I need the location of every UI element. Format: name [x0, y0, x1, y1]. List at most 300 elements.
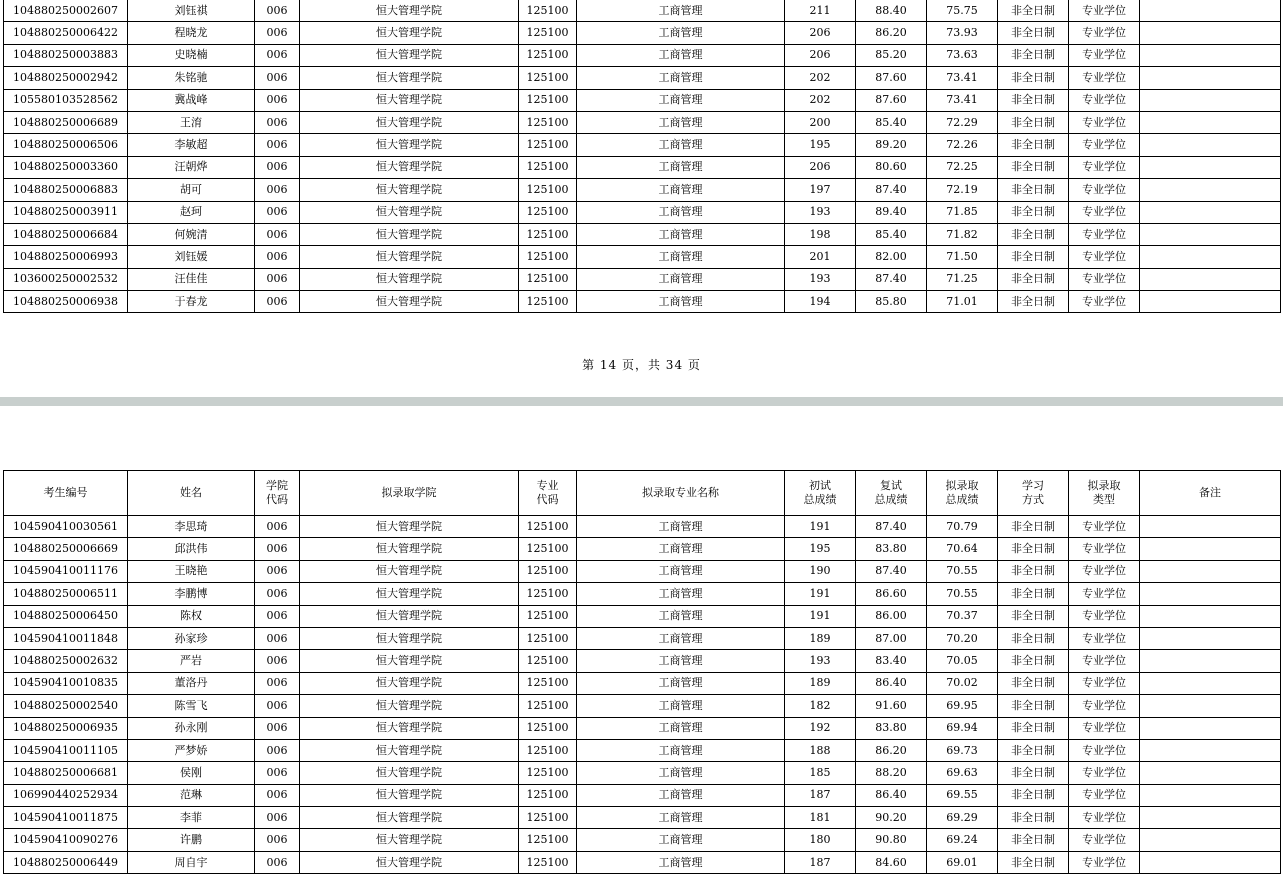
cell-remarks [1140, 268, 1281, 290]
cell-college: 恒大管理学院 [300, 672, 519, 694]
cell-candidate-id: 104880250006689 [4, 111, 128, 133]
cell-college: 恒大管理学院 [300, 246, 519, 268]
cell-name: 朱铭驰 [128, 67, 255, 89]
cell-major-code: 125100 [519, 134, 577, 156]
cell-admission-type: 专业学位 [1069, 134, 1140, 156]
cell-candidate-id: 104880250006993 [4, 246, 128, 268]
cell-candidate-id: 104590410011176 [4, 560, 128, 582]
cell-admission-type: 专业学位 [1069, 179, 1140, 201]
cell-major-name: 工商管理 [577, 0, 785, 22]
cell-retest-score: 83.80 [856, 538, 927, 560]
cell-remarks [1140, 67, 1281, 89]
cell-major-name: 工商管理 [577, 762, 785, 784]
cell-retest-score: 85.80 [856, 291, 927, 313]
cell-name: 王晓艳 [128, 560, 255, 582]
cell-college-code: 006 [255, 762, 300, 784]
header-major-name: 拟录取专业名称 [577, 471, 785, 516]
cell-college-code: 006 [255, 268, 300, 290]
cell-total-score: 72.26 [927, 134, 998, 156]
cell-study-mode: 非全日制 [998, 156, 1069, 178]
header-name: 姓名 [128, 471, 255, 516]
cell-admission-type: 专业学位 [1069, 583, 1140, 605]
header-retest-score: 复试 总成绩 [856, 471, 927, 516]
cell-college: 恒大管理学院 [300, 291, 519, 313]
cell-major-code: 125100 [519, 67, 577, 89]
cell-major-code: 125100 [519, 695, 577, 717]
cell-major-code: 125100 [519, 717, 577, 739]
cell-admission-type: 专业学位 [1069, 67, 1140, 89]
cell-college: 恒大管理学院 [300, 627, 519, 649]
table-row [4, 111, 1281, 133]
table-row [4, 739, 1281, 761]
cell-retest-score: 87.60 [856, 89, 927, 111]
cell-remarks [1140, 762, 1281, 784]
cell-prelim-score: 211 [785, 0, 856, 22]
header-college: 拟录取学院 [300, 471, 519, 516]
cell-retest-score: 83.40 [856, 650, 927, 672]
cell-admission-type: 专业学位 [1069, 516, 1140, 538]
cell-prelim-score: 182 [785, 695, 856, 717]
cell-name: 邱洪伟 [128, 538, 255, 560]
cell-retest-score: 85.40 [856, 111, 927, 133]
cell-candidate-id: 104880250006669 [4, 538, 128, 560]
cell-total-score: 71.85 [927, 201, 998, 223]
cell-study-mode: 非全日制 [998, 560, 1069, 582]
cell-total-score: 69.73 [927, 739, 998, 761]
cell-study-mode: 非全日制 [998, 0, 1069, 22]
cell-retest-score: 85.20 [856, 44, 927, 66]
cell-total-score: 69.95 [927, 695, 998, 717]
cell-remarks [1140, 111, 1281, 133]
cell-study-mode: 非全日制 [998, 784, 1069, 806]
cell-major-name: 工商管理 [577, 67, 785, 89]
cell-name: 侯刚 [128, 762, 255, 784]
cell-name: 胡可 [128, 179, 255, 201]
cell-college: 恒大管理学院 [300, 516, 519, 538]
cell-college-code: 006 [255, 223, 300, 245]
cell-college-code: 006 [255, 829, 300, 851]
cell-prelim-score: 190 [785, 560, 856, 582]
cell-remarks [1140, 201, 1281, 223]
cell-major-name: 工商管理 [577, 156, 785, 178]
cell-college: 恒大管理学院 [300, 583, 519, 605]
cell-major-code: 125100 [519, 739, 577, 761]
header-study-mode: 学习 方式 [998, 471, 1069, 516]
cell-major-code: 125100 [519, 829, 577, 851]
header-college-code: 学院 代码 [255, 471, 300, 516]
cell-name: 董洛丹 [128, 672, 255, 694]
cell-total-score: 73.93 [927, 22, 998, 44]
table-row [4, 246, 1281, 268]
cell-admission-type: 专业学位 [1069, 223, 1140, 245]
cell-total-score: 70.02 [927, 672, 998, 694]
cell-name: 汪佳佳 [128, 268, 255, 290]
cell-admission-type: 专业学位 [1069, 762, 1140, 784]
cell-major-name: 工商管理 [577, 829, 785, 851]
cell-admission-type: 专业学位 [1069, 89, 1140, 111]
cell-major-name: 工商管理 [577, 583, 785, 605]
page-separator [0, 397, 1283, 406]
cell-major-name: 工商管理 [577, 560, 785, 582]
cell-candidate-id: 106990440252934 [4, 784, 128, 806]
cell-college-code: 006 [255, 784, 300, 806]
cell-major-code: 125100 [519, 268, 577, 290]
cell-college: 恒大管理学院 [300, 807, 519, 829]
cell-retest-score: 87.40 [856, 560, 927, 582]
table-row [4, 0, 1281, 22]
cell-retest-score: 90.20 [856, 807, 927, 829]
cell-college-code: 006 [255, 111, 300, 133]
cell-candidate-id: 104880250002540 [4, 695, 128, 717]
table-row [4, 851, 1281, 873]
cell-remarks [1140, 695, 1281, 717]
cell-study-mode: 非全日制 [998, 201, 1069, 223]
cell-study-mode: 非全日制 [998, 134, 1069, 156]
cell-college-code: 006 [255, 179, 300, 201]
cell-retest-score: 89.20 [856, 134, 927, 156]
cell-major-code: 125100 [519, 650, 577, 672]
cell-study-mode: 非全日制 [998, 829, 1069, 851]
table-row [4, 560, 1281, 582]
cell-candidate-id: 104880250002607 [4, 0, 128, 22]
table-row [4, 268, 1281, 290]
cell-college: 恒大管理学院 [300, 268, 519, 290]
cell-remarks [1140, 134, 1281, 156]
cell-candidate-id: 103600250002532 [4, 268, 128, 290]
cell-college-code: 006 [255, 627, 300, 649]
cell-study-mode: 非全日制 [998, 762, 1069, 784]
cell-total-score: 69.63 [927, 762, 998, 784]
cell-major-code: 125100 [519, 0, 577, 22]
cell-retest-score: 87.00 [856, 627, 927, 649]
cell-college-code: 006 [255, 291, 300, 313]
cell-remarks [1140, 246, 1281, 268]
cell-name: 孙家珍 [128, 627, 255, 649]
cell-total-score: 70.55 [927, 583, 998, 605]
cell-retest-score: 84.60 [856, 851, 927, 873]
table-row [4, 672, 1281, 694]
cell-name: 李鹏博 [128, 583, 255, 605]
cell-candidate-id: 104880250002942 [4, 67, 128, 89]
cell-study-mode: 非全日制 [998, 717, 1069, 739]
cell-name: 周自宇 [128, 851, 255, 873]
cell-college-code: 006 [255, 739, 300, 761]
cell-college: 恒大管理学院 [300, 762, 519, 784]
cell-college-code: 006 [255, 851, 300, 873]
cell-total-score: 73.41 [927, 89, 998, 111]
cell-prelim-score: 193 [785, 268, 856, 290]
document-page-bottom [0, 406, 1283, 876]
cell-candidate-id: 105580103528562 [4, 89, 128, 111]
table-row [4, 829, 1281, 851]
table-row [4, 22, 1281, 44]
cell-study-mode: 非全日制 [998, 583, 1069, 605]
table-row [4, 291, 1281, 313]
cell-college: 恒大管理学院 [300, 67, 519, 89]
cell-candidate-id: 104590410090276 [4, 829, 128, 851]
cell-remarks [1140, 0, 1281, 22]
table-row [4, 179, 1281, 201]
cell-major-code: 125100 [519, 807, 577, 829]
cell-admission-type: 专业学位 [1069, 538, 1140, 560]
cell-admission-type: 专业学位 [1069, 560, 1140, 582]
cell-total-score: 69.94 [927, 717, 998, 739]
cell-admission-type: 专业学位 [1069, 851, 1140, 873]
cell-total-score: 69.29 [927, 807, 998, 829]
cell-remarks [1140, 291, 1281, 313]
cell-remarks [1140, 22, 1281, 44]
cell-study-mode: 非全日制 [998, 22, 1069, 44]
cell-prelim-score: 187 [785, 784, 856, 806]
cell-prelim-score: 194 [785, 291, 856, 313]
cell-major-code: 125100 [519, 22, 577, 44]
cell-study-mode: 非全日制 [998, 246, 1069, 268]
cell-prelim-score: 198 [785, 223, 856, 245]
table-row [4, 67, 1281, 89]
cell-college-code: 006 [255, 672, 300, 694]
cell-retest-score: 91.60 [856, 695, 927, 717]
cell-retest-score: 87.60 [856, 67, 927, 89]
cell-college: 恒大管理学院 [300, 717, 519, 739]
cell-admission-type: 专业学位 [1069, 291, 1140, 313]
document-page-top [0, 0, 1283, 397]
cell-retest-score: 82.00 [856, 246, 927, 268]
header-major-code: 专业 代码 [519, 471, 577, 516]
admission-table-bottom [3, 470, 1281, 874]
cell-prelim-score: 192 [785, 717, 856, 739]
cell-candidate-id: 104880250006422 [4, 22, 128, 44]
cell-name: 何婉清 [128, 223, 255, 245]
cell-admission-type: 专业学位 [1069, 268, 1140, 290]
cell-retest-score: 87.40 [856, 268, 927, 290]
cell-major-code: 125100 [519, 672, 577, 694]
cell-major-code: 125100 [519, 223, 577, 245]
cell-college: 恒大管理学院 [300, 179, 519, 201]
table-row [4, 583, 1281, 605]
cell-prelim-score: 180 [785, 829, 856, 851]
cell-college: 恒大管理学院 [300, 538, 519, 560]
cell-college-code: 006 [255, 44, 300, 66]
cell-major-name: 工商管理 [577, 268, 785, 290]
cell-candidate-id: 104590410011105 [4, 739, 128, 761]
cell-candidate-id: 104880250006681 [4, 762, 128, 784]
cell-major-code: 125100 [519, 784, 577, 806]
cell-prelim-score: 193 [785, 201, 856, 223]
cell-study-mode: 非全日制 [998, 538, 1069, 560]
cell-major-name: 工商管理 [577, 851, 785, 873]
cell-total-score: 69.24 [927, 829, 998, 851]
cell-admission-type: 专业学位 [1069, 156, 1140, 178]
table-row [4, 695, 1281, 717]
cell-study-mode: 非全日制 [998, 516, 1069, 538]
cell-name: 严岩 [128, 650, 255, 672]
cell-candidate-id: 104880250006450 [4, 605, 128, 627]
cell-major-code: 125100 [519, 246, 577, 268]
cell-candidate-id: 104880250003360 [4, 156, 128, 178]
cell-name: 陈权 [128, 605, 255, 627]
cell-name: 李菲 [128, 807, 255, 829]
cell-remarks [1140, 807, 1281, 829]
cell-study-mode: 非全日制 [998, 67, 1069, 89]
cell-major-name: 工商管理 [577, 291, 785, 313]
cell-college-code: 006 [255, 246, 300, 268]
cell-admission-type: 专业学位 [1069, 201, 1140, 223]
cell-study-mode: 非全日制 [998, 179, 1069, 201]
cell-retest-score: 86.20 [856, 739, 927, 761]
cell-prelim-score: 202 [785, 89, 856, 111]
cell-prelim-score: 188 [785, 739, 856, 761]
cell-retest-score: 88.20 [856, 762, 927, 784]
table-row [4, 627, 1281, 649]
cell-study-mode: 非全日制 [998, 807, 1069, 829]
cell-study-mode: 非全日制 [998, 851, 1069, 873]
cell-total-score: 75.75 [927, 0, 998, 22]
cell-remarks [1140, 717, 1281, 739]
cell-total-score: 72.29 [927, 111, 998, 133]
cell-candidate-id: 104590410010835 [4, 672, 128, 694]
cell-college: 恒大管理学院 [300, 201, 519, 223]
cell-college-code: 006 [255, 22, 300, 44]
cell-remarks [1140, 223, 1281, 245]
cell-college-code: 006 [255, 67, 300, 89]
cell-name: 刘钰祺 [128, 0, 255, 22]
cell-major-name: 工商管理 [577, 807, 785, 829]
cell-college: 恒大管理学院 [300, 223, 519, 245]
cell-college: 恒大管理学院 [300, 134, 519, 156]
table-row [4, 44, 1281, 66]
header-prelim-score: 初试 总成绩 [785, 471, 856, 516]
cell-study-mode: 非全日制 [998, 695, 1069, 717]
cell-major-name: 工商管理 [577, 695, 785, 717]
cell-name: 范琳 [128, 784, 255, 806]
cell-retest-score: 86.00 [856, 605, 927, 627]
cell-name: 李敏超 [128, 134, 255, 156]
cell-retest-score: 87.40 [856, 179, 927, 201]
cell-admission-type: 专业学位 [1069, 784, 1140, 806]
cell-admission-type: 专业学位 [1069, 627, 1140, 649]
cell-major-name: 工商管理 [577, 672, 785, 694]
cell-retest-score: 85.40 [856, 223, 927, 245]
cell-retest-score: 86.40 [856, 784, 927, 806]
cell-name: 孙永刚 [128, 717, 255, 739]
cell-major-name: 工商管理 [577, 134, 785, 156]
cell-major-code: 125100 [519, 291, 577, 313]
cell-total-score: 71.01 [927, 291, 998, 313]
cell-college: 恒大管理学院 [300, 650, 519, 672]
cell-prelim-score: 181 [785, 807, 856, 829]
cell-college-code: 006 [255, 695, 300, 717]
cell-retest-score: 90.80 [856, 829, 927, 851]
cell-candidate-id: 104590410011875 [4, 807, 128, 829]
cell-total-score: 71.82 [927, 223, 998, 245]
cell-remarks [1140, 650, 1281, 672]
table-row [4, 650, 1281, 672]
cell-major-code: 125100 [519, 762, 577, 784]
table-row [4, 605, 1281, 627]
cell-retest-score: 86.20 [856, 22, 927, 44]
cell-study-mode: 非全日制 [998, 605, 1069, 627]
header-remarks: 备注 [1140, 471, 1281, 516]
cell-college: 恒大管理学院 [300, 156, 519, 178]
cell-retest-score: 87.40 [856, 516, 927, 538]
cell-study-mode: 非全日制 [998, 89, 1069, 111]
cell-study-mode: 非全日制 [998, 627, 1069, 649]
cell-study-mode: 非全日制 [998, 268, 1069, 290]
cell-major-code: 125100 [519, 605, 577, 627]
cell-major-name: 工商管理 [577, 111, 785, 133]
cell-name: 史晓楠 [128, 44, 255, 66]
cell-admission-type: 专业学位 [1069, 44, 1140, 66]
cell-candidate-id: 104880250006506 [4, 134, 128, 156]
cell-total-score: 70.37 [927, 605, 998, 627]
header-admission-type: 拟录取 类型 [1069, 471, 1140, 516]
cell-college: 恒大管理学院 [300, 695, 519, 717]
cell-major-name: 工商管理 [577, 739, 785, 761]
cell-prelim-score: 206 [785, 44, 856, 66]
cell-prelim-score: 191 [785, 605, 856, 627]
cell-total-score: 70.05 [927, 650, 998, 672]
cell-major-code: 125100 [519, 583, 577, 605]
cell-admission-type: 专业学位 [1069, 717, 1140, 739]
cell-college: 恒大管理学院 [300, 22, 519, 44]
cell-remarks [1140, 516, 1281, 538]
cell-major-code: 125100 [519, 516, 577, 538]
cell-college: 恒大管理学院 [300, 89, 519, 111]
cell-remarks [1140, 560, 1281, 582]
cell-total-score: 72.19 [927, 179, 998, 201]
cell-major-name: 工商管理 [577, 627, 785, 649]
cell-total-score: 71.50 [927, 246, 998, 268]
cell-name: 李思琦 [128, 516, 255, 538]
cell-remarks [1140, 627, 1281, 649]
header-candidate-id: 考生编号 [4, 471, 128, 516]
cell-prelim-score: 191 [785, 583, 856, 605]
cell-college-code: 006 [255, 134, 300, 156]
cell-major-code: 125100 [519, 179, 577, 201]
cell-remarks [1140, 672, 1281, 694]
cell-major-name: 工商管理 [577, 538, 785, 560]
cell-college: 恒大管理学院 [300, 0, 519, 22]
cell-total-score: 70.55 [927, 560, 998, 582]
cell-admission-type: 专业学位 [1069, 807, 1140, 829]
cell-candidate-id: 104880250006684 [4, 223, 128, 245]
cell-retest-score: 86.60 [856, 583, 927, 605]
cell-candidate-id: 104880250006449 [4, 851, 128, 873]
cell-remarks [1140, 156, 1281, 178]
table-row [4, 807, 1281, 829]
cell-name: 汪朝烨 [128, 156, 255, 178]
cell-admission-type: 专业学位 [1069, 605, 1140, 627]
cell-study-mode: 非全日制 [998, 739, 1069, 761]
cell-college-code: 006 [255, 89, 300, 111]
table-row [4, 784, 1281, 806]
cell-prelim-score: 200 [785, 111, 856, 133]
table-header-row [4, 471, 1281, 516]
cell-major-name: 工商管理 [577, 516, 785, 538]
cell-college: 恒大管理学院 [300, 784, 519, 806]
cell-study-mode: 非全日制 [998, 44, 1069, 66]
cell-college-code: 006 [255, 650, 300, 672]
cell-total-score: 70.20 [927, 627, 998, 649]
cell-major-code: 125100 [519, 111, 577, 133]
cell-candidate-id: 104590410030561 [4, 516, 128, 538]
cell-major-code: 125100 [519, 89, 577, 111]
cell-remarks [1140, 179, 1281, 201]
cell-name: 王淯 [128, 111, 255, 133]
header-total-score: 拟录取 总成绩 [927, 471, 998, 516]
cell-total-score: 71.25 [927, 268, 998, 290]
cell-remarks [1140, 538, 1281, 560]
